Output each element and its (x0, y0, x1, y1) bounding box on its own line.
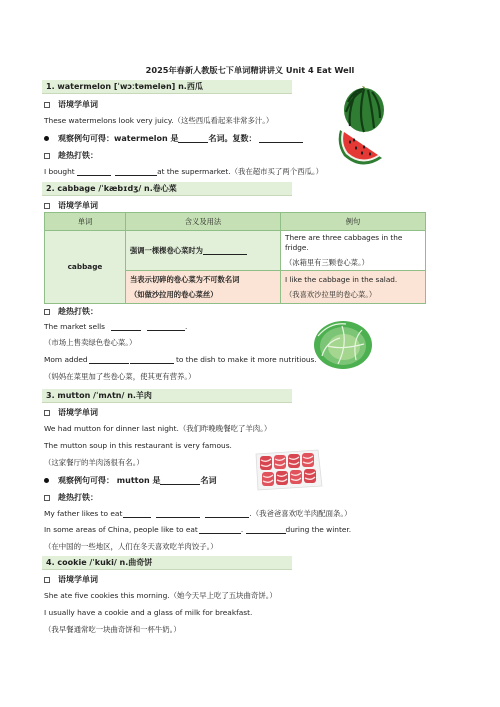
table-cell: 当表示切碎的卷心菜为不可数名词 （如做沙拉用的卷心菜丝） (126, 271, 281, 304)
example-sentence: We had mutton for dinner last night.（我们昨晚晚餐吃了羊肉。） (44, 424, 272, 433)
answer-blank[interactable] (115, 167, 157, 176)
bullet-icon (44, 478, 49, 483)
checkbox-icon (44, 410, 50, 416)
example-sentence: I usually have a cookie and a glass of milk for breakfast. (44, 608, 253, 617)
practice-sentence: Mom added to the dish to make it more nutritious. (44, 355, 317, 364)
answer-blank[interactable] (89, 355, 129, 364)
answer-blank[interactable] (77, 167, 111, 176)
practice-sentence: In some areas of China, people like to eat . during the winter. (44, 525, 352, 534)
practice-sentence: My father likes to eat .（我爸爸喜欢吃羊肉配面条。） (44, 509, 352, 518)
answer-blank[interactable] (111, 322, 141, 331)
table-header: 含义及用法 (126, 213, 281, 231)
answer-blank[interactable] (156, 509, 200, 518)
usage-table (44, 212, 426, 304)
answer-blank[interactable] (259, 134, 303, 143)
bullet-icon (44, 136, 49, 141)
checkbox-icon (44, 577, 50, 583)
checkbox-icon (44, 309, 50, 315)
example-translation: （这家餐厅的羊肉汤很有名。） (44, 458, 144, 467)
section-header-cabbage: 2. cabbage /ˈkæbɪdʒ/ n.卷心菜 (42, 182, 292, 195)
practice-heading: 趁热打铁： (44, 150, 98, 161)
page-title: 2025年春新人教版七下单词精讲讲义 Unit 4 Eat Well (145, 65, 355, 75)
learn-heading: 语境学单词 (44, 200, 98, 211)
section-header-watermelon: 1. watermelon [ˈwɔːtəmelən] n.西瓜 (42, 80, 292, 93)
answer-blank[interactable] (147, 322, 185, 331)
practice-sentence: I bought at the supermarket.（我在超市买了两个西瓜。） (44, 167, 323, 176)
table-cell: There are three cabbages in the fridge. （冰箱里有三颗卷心菜。） (281, 231, 426, 271)
answer-blank[interactable] (199, 525, 241, 534)
practice-heading: 趁热打铁： (44, 492, 98, 503)
cabbage-image (312, 316, 374, 370)
checkbox-icon (44, 102, 50, 108)
learn-heading: 语境学单词 (44, 574, 98, 585)
practice-translation: （在中国的一些地区，人们在冬天喜欢吃羊肉饺子。） (44, 542, 218, 551)
practice-sentence: The market sells . (44, 322, 188, 331)
observe-line: 观察例句可得： mutton 是 名词 (44, 475, 216, 486)
answer-blank[interactable] (203, 246, 247, 255)
table-header: 单词 (45, 213, 126, 231)
section-header-mutton: 3. mutton /ˈmʌtn/ n.羊肉 (42, 389, 292, 402)
section-header-cookie: 4. cookie /ˈkuki/ n.曲奇饼 (42, 556, 292, 569)
example-sentence: These watermelons look very juicy.（这些西瓜看起来非常多汁。） (44, 116, 274, 125)
table-word-cell: cabbage (45, 231, 126, 304)
example-sentence: The mutton soup in this restaurant is very famous. (44, 441, 232, 450)
practice-heading: 趁热打铁： (44, 306, 98, 317)
checkbox-icon (44, 203, 50, 209)
answer-blank[interactable] (246, 525, 286, 534)
checkbox-icon (44, 153, 50, 159)
practice-translation: （妈妈在菜里加了些卷心菜，使其更有营养。） (44, 372, 196, 381)
checkbox-icon (44, 495, 50, 501)
answer-blank[interactable] (178, 134, 208, 143)
answer-blank[interactable] (160, 476, 200, 485)
table-header: 例句 (281, 213, 426, 231)
answer-blank[interactable] (205, 509, 249, 518)
table-cell: 强调一棵棵卷心菜时为 (126, 231, 281, 271)
mutton-image (252, 446, 324, 494)
observe-line: 观察例句可得：watermelon 是 名词。复数： (44, 133, 303, 144)
learn-heading: 语境学单词 (44, 99, 98, 110)
example-sentence: She ate five cookies this morning.（她今天早上吃了五块曲奇饼。） (44, 591, 277, 600)
table-cell: I like the cabbage in the salad. （我喜欢沙拉里的卷心菜。） (281, 271, 426, 304)
answer-blank[interactable] (130, 355, 174, 364)
example-translation: （我早餐通常吃一块曲奇饼和一杯牛奶。） (44, 625, 181, 634)
learn-heading: 语境学单词 (44, 407, 98, 418)
practice-translation: （市场上售卖绿色卷心菜。） (44, 338, 137, 347)
answer-blank[interactable] (123, 509, 151, 518)
watermelon-image (334, 86, 386, 168)
